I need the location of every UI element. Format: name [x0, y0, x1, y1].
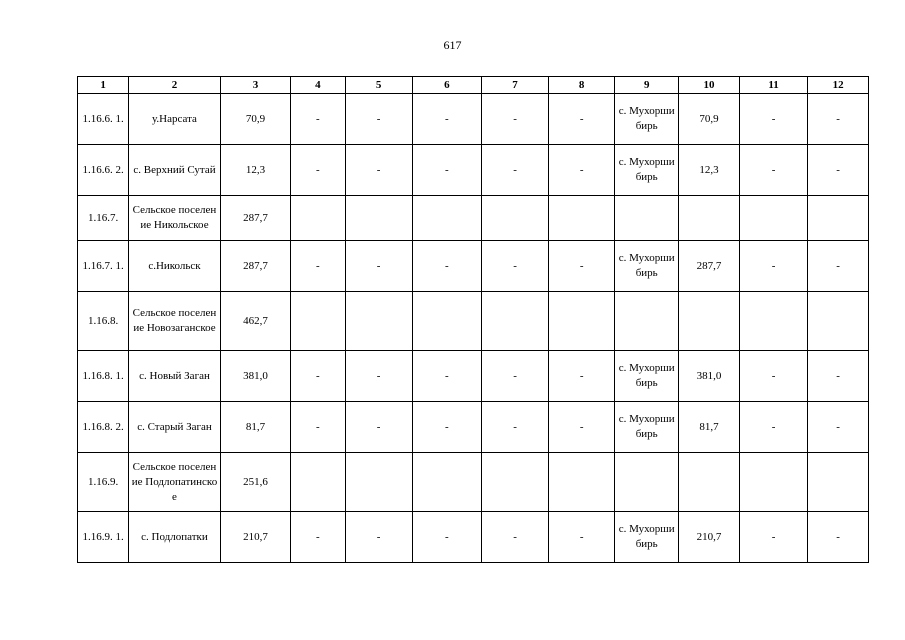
table-cell: 81,7	[220, 402, 290, 453]
table-cell	[679, 196, 740, 241]
table-cell	[291, 292, 345, 351]
table-cell: -	[291, 241, 345, 292]
table-cell: у.Нарсата	[129, 94, 221, 145]
table-cell: 1.16.9.	[78, 453, 129, 512]
table-cell: с. Мухоршибирь	[615, 241, 679, 292]
table-row	[78, 402, 869, 453]
column-header: 8	[549, 77, 615, 94]
table-cell	[549, 292, 615, 351]
table-cell	[739, 196, 807, 241]
table-cell	[808, 292, 869, 351]
table-cell	[549, 453, 615, 512]
table-cell: 1.16.8. 2.	[78, 402, 129, 453]
table-cell	[481, 453, 548, 512]
table-cell: 1.16.9. 1.	[78, 512, 129, 563]
table-cell: 1.16.7. 1.	[78, 241, 129, 292]
table-cell: -	[412, 145, 481, 196]
table-cell: -	[291, 351, 345, 402]
table-cell: с. Новый Заган	[129, 351, 221, 402]
table-cell: 287,7	[679, 241, 740, 292]
column-header: 6	[412, 77, 481, 94]
table-cell: Сельское поселение Подлопатинское	[129, 453, 221, 512]
table-cell: 1.16.7.	[78, 196, 129, 241]
table-cell: -	[739, 351, 807, 402]
column-header: 11	[739, 77, 807, 94]
table-row	[78, 351, 869, 402]
table-cell: -	[739, 241, 807, 292]
table-cell	[615, 196, 679, 241]
table-cell: -	[481, 94, 548, 145]
table-cell: с. Мухоршибирь	[615, 402, 679, 453]
table-cell: -	[345, 145, 412, 196]
table-cell	[291, 453, 345, 512]
table-cell: с. Мухоршибирь	[615, 94, 679, 145]
table-cell: -	[291, 145, 345, 196]
column-header: 7	[481, 77, 548, 94]
table-cell	[291, 196, 345, 241]
table-cell: -	[808, 512, 869, 563]
table-cell: -	[739, 145, 807, 196]
column-header: 5	[345, 77, 412, 94]
table-cell: 210,7	[679, 512, 740, 563]
table-cell: 462,7	[220, 292, 290, 351]
table-cell: Сельское поселение Новозаганское	[129, 292, 221, 351]
table-cell: 287,7	[220, 196, 290, 241]
table-cell: -	[739, 94, 807, 145]
data-table	[77, 76, 869, 563]
column-header: 1	[78, 77, 129, 94]
table-cell	[412, 196, 481, 241]
table-cell: 1.16.6. 1.	[78, 94, 129, 145]
table-cell: -	[808, 351, 869, 402]
table-cell: 12,3	[220, 145, 290, 196]
table-cell: 251,6	[220, 453, 290, 512]
table-row	[78, 145, 869, 196]
table-cell: 70,9	[679, 94, 740, 145]
table-cell: -	[549, 351, 615, 402]
table-cell: -	[345, 351, 412, 402]
table-cell: 1.16.6. 2.	[78, 145, 129, 196]
table-cell: -	[808, 145, 869, 196]
table-cell: -	[549, 512, 615, 563]
table-row	[78, 453, 869, 512]
column-header: 9	[615, 77, 679, 94]
table-cell	[345, 196, 412, 241]
table-cell: 210,7	[220, 512, 290, 563]
table-cell: -	[291, 94, 345, 145]
table-cell: -	[549, 94, 615, 145]
table-cell	[345, 292, 412, 351]
table-cell: -	[739, 402, 807, 453]
table-cell: -	[291, 402, 345, 453]
table-cell: -	[549, 145, 615, 196]
table-cell: с. Подлопатки	[129, 512, 221, 563]
table-cell	[412, 292, 481, 351]
table-cell: с. Верхний Сутай	[129, 145, 221, 196]
table-cell: с. Мухоршибирь	[615, 145, 679, 196]
table-cell: -	[549, 241, 615, 292]
table-cell: -	[481, 241, 548, 292]
table-cell: 81,7	[679, 402, 740, 453]
table-cell	[481, 292, 548, 351]
table-cell: -	[345, 512, 412, 563]
column-header: 4	[291, 77, 345, 94]
table-row	[78, 196, 869, 241]
table-cell: 70,9	[220, 94, 290, 145]
table-cell: 287,7	[220, 241, 290, 292]
table-row	[78, 241, 869, 292]
table-cell: -	[481, 351, 548, 402]
table-cell: -	[808, 94, 869, 145]
page-number: 617	[443, 38, 462, 52]
table-cell: -	[808, 402, 869, 453]
table-cell: -	[549, 402, 615, 453]
table-row	[78, 512, 869, 563]
table-cell: -	[808, 241, 869, 292]
table-cell	[615, 453, 679, 512]
table-cell	[679, 292, 740, 351]
table-cell: Сельское поселение Никольское	[129, 196, 221, 241]
table-cell: -	[412, 241, 481, 292]
table-cell	[412, 453, 481, 512]
table-cell: 1.16.8.	[78, 292, 129, 351]
column-header: 2	[129, 77, 221, 94]
table-cell: с. Мухоршибирь	[615, 512, 679, 563]
column-header: 3	[220, 77, 290, 94]
table-row	[78, 94, 869, 145]
table-cell: -	[345, 94, 412, 145]
column-header: 10	[679, 77, 740, 94]
table-cell: -	[345, 241, 412, 292]
table-cell	[345, 453, 412, 512]
table-cell: -	[412, 402, 481, 453]
table-cell: с.Никольск	[129, 241, 221, 292]
table-cell: 12,3	[679, 145, 740, 196]
table-cell: -	[481, 512, 548, 563]
table-cell: 1.16.8. 1.	[78, 351, 129, 402]
table-cell	[481, 196, 548, 241]
header-row	[78, 77, 869, 94]
table-cell	[739, 292, 807, 351]
table-cell: 381,0	[220, 351, 290, 402]
table-cell	[549, 196, 615, 241]
table-cell: -	[412, 351, 481, 402]
table-cell	[808, 196, 869, 241]
table-cell: -	[412, 512, 481, 563]
table-row	[78, 292, 869, 351]
table-cell: -	[481, 402, 548, 453]
table-cell: -	[481, 145, 548, 196]
table-cell	[739, 453, 807, 512]
table-cell	[679, 453, 740, 512]
table-cell	[615, 292, 679, 351]
table-cell	[808, 453, 869, 512]
table-cell: -	[291, 512, 345, 563]
table-cell: -	[739, 512, 807, 563]
table-cell: 381,0	[679, 351, 740, 402]
column-header: 12	[808, 77, 869, 94]
table-cell: -	[412, 94, 481, 145]
table-cell: с. Мухоршибирь	[615, 351, 679, 402]
table-cell: с. Старый Заган	[129, 402, 221, 453]
table-cell: -	[345, 402, 412, 453]
